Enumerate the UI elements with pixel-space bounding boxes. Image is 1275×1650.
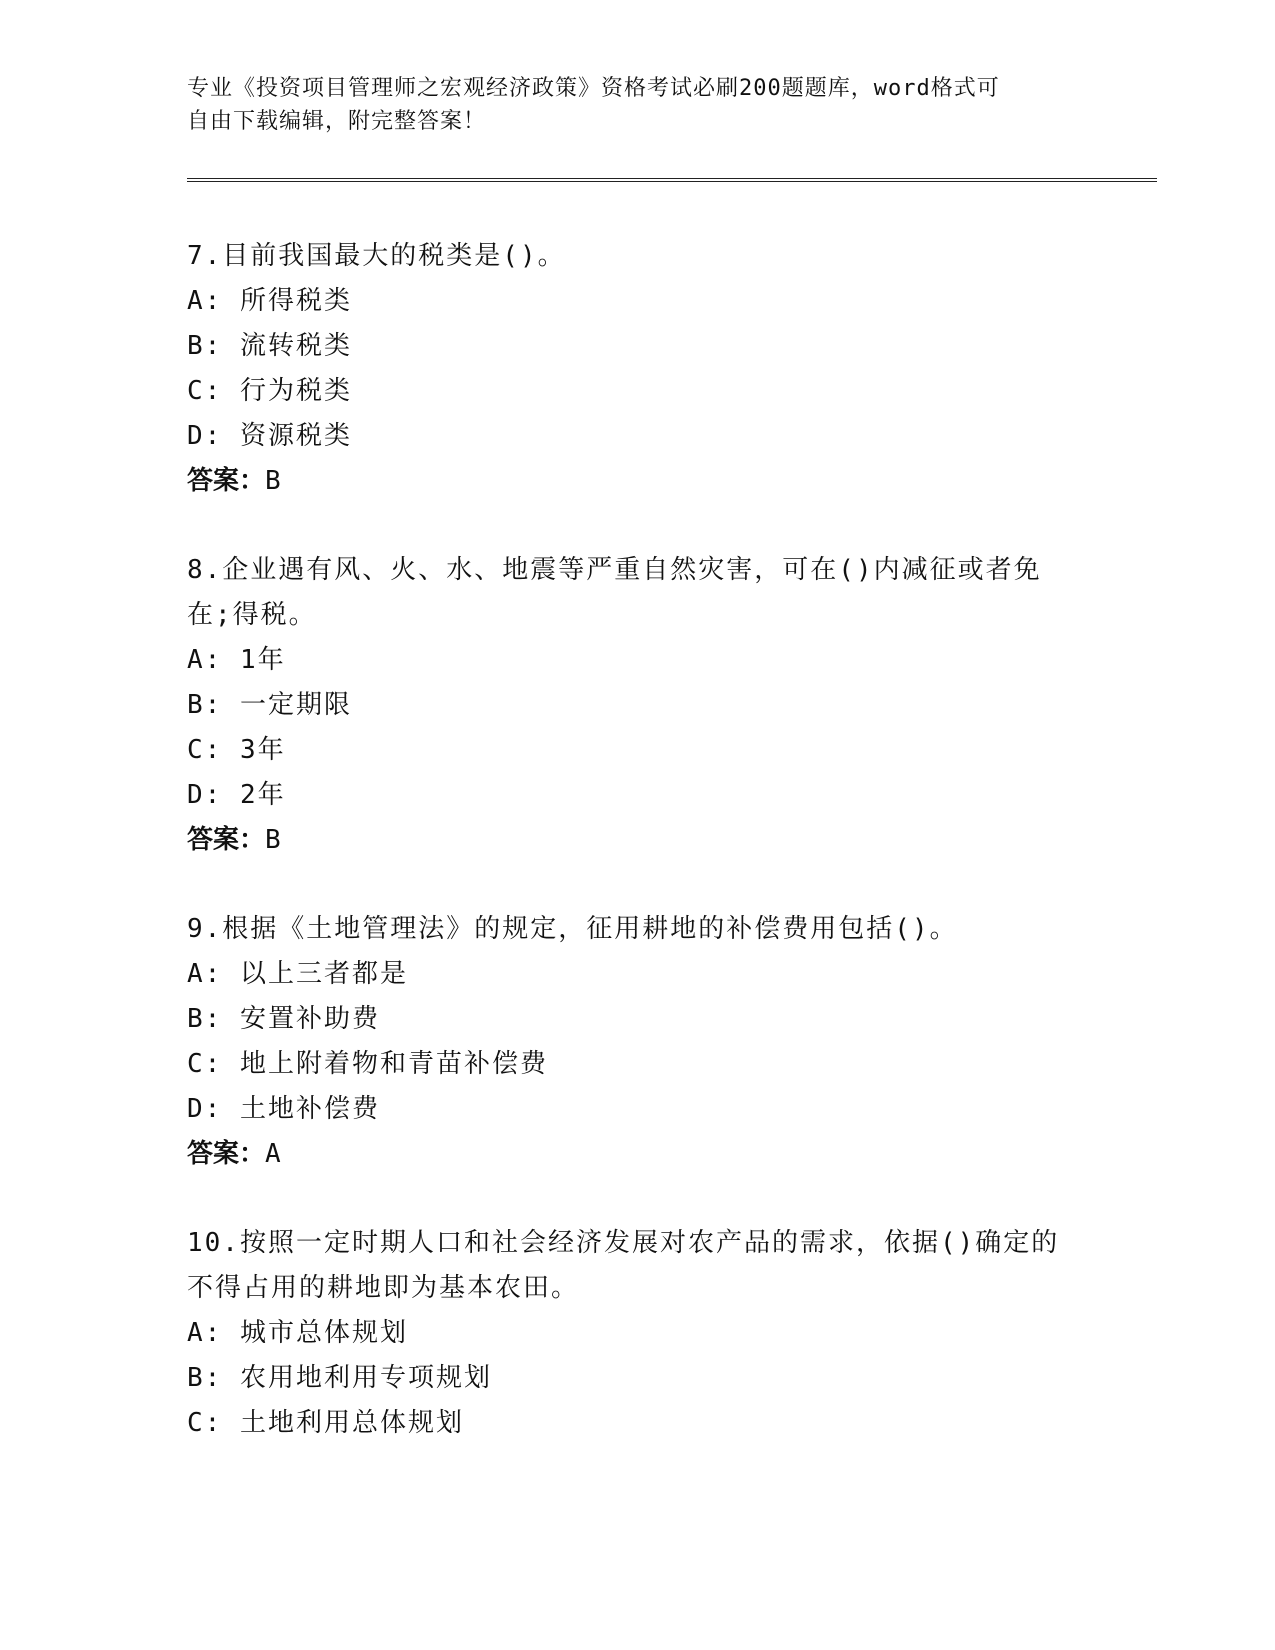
question-9 — [187, 907, 1087, 1177]
question-stem: 10.按照一定时期人口和社会经济发展对农产品的需求，依据()确定的 — [187, 1228, 1060, 1258]
answer-label: 答案： — [187, 466, 266, 496]
answer-line — [187, 818, 1087, 863]
answer-value: B — [265, 466, 283, 496]
question-8 — [187, 548, 1087, 863]
answer-line — [187, 459, 1087, 504]
question-stem: 8.企业遇有风、火、水、地震等严重自然灾害，可在()内减征或者免 — [187, 555, 1042, 585]
question-stem: 9.根据《土地管理法》的规定，征用耕地的补偿费用包括()。 — [187, 914, 958, 944]
answer-value: B — [265, 825, 283, 855]
option-b: B: 农用地利用专项规划 — [187, 1363, 492, 1393]
option-c: C: 地上附着物和青苗补偿费 — [187, 1049, 548, 1079]
option-d: D: 土地补偿费 — [187, 1094, 380, 1124]
option-c: C: 土地利用总体规划 — [187, 1408, 464, 1438]
option-b: B: 一定期限 — [187, 690, 352, 720]
question-stem-continued: 在;得税。 — [187, 600, 317, 630]
question-stem-continued: 不得占用的耕地即为基本农田。 — [187, 1273, 580, 1303]
option-a: A: 所得税类 — [187, 286, 352, 316]
option-b: B: 安置补助费 — [187, 1004, 380, 1034]
option-a: A: 城市总体规划 — [187, 1318, 408, 1348]
header-line-2: 自由下载编辑，附完整答案！ — [187, 109, 487, 134]
answer-line — [187, 1132, 1087, 1177]
question-stem: 7.目前我国最大的税类是()。 — [187, 241, 566, 271]
header-line-1: 专业《投资项目管理师之宏观经济政策》资格考试必刷200题题库，word格式可 — [187, 76, 1000, 101]
question-10 — [187, 1221, 1087, 1446]
option-c: C: 行为税类 — [187, 376, 352, 406]
option-d: D: 2年 — [187, 780, 286, 810]
document-header — [187, 72, 1087, 138]
question-list — [187, 234, 1087, 1490]
option-d: D: 资源税类 — [187, 421, 352, 451]
header-divider — [187, 178, 1157, 182]
answer-label: 答案： — [187, 1139, 266, 1169]
option-b: B: 流转税类 — [187, 331, 352, 361]
answer-label: 答案： — [187, 825, 266, 855]
option-a: A: 1年 — [187, 645, 286, 675]
option-c: C: 3年 — [187, 735, 286, 765]
option-a: A: 以上三者都是 — [187, 959, 408, 989]
question-7 — [187, 234, 1087, 504]
answer-value: A — [265, 1139, 283, 1169]
